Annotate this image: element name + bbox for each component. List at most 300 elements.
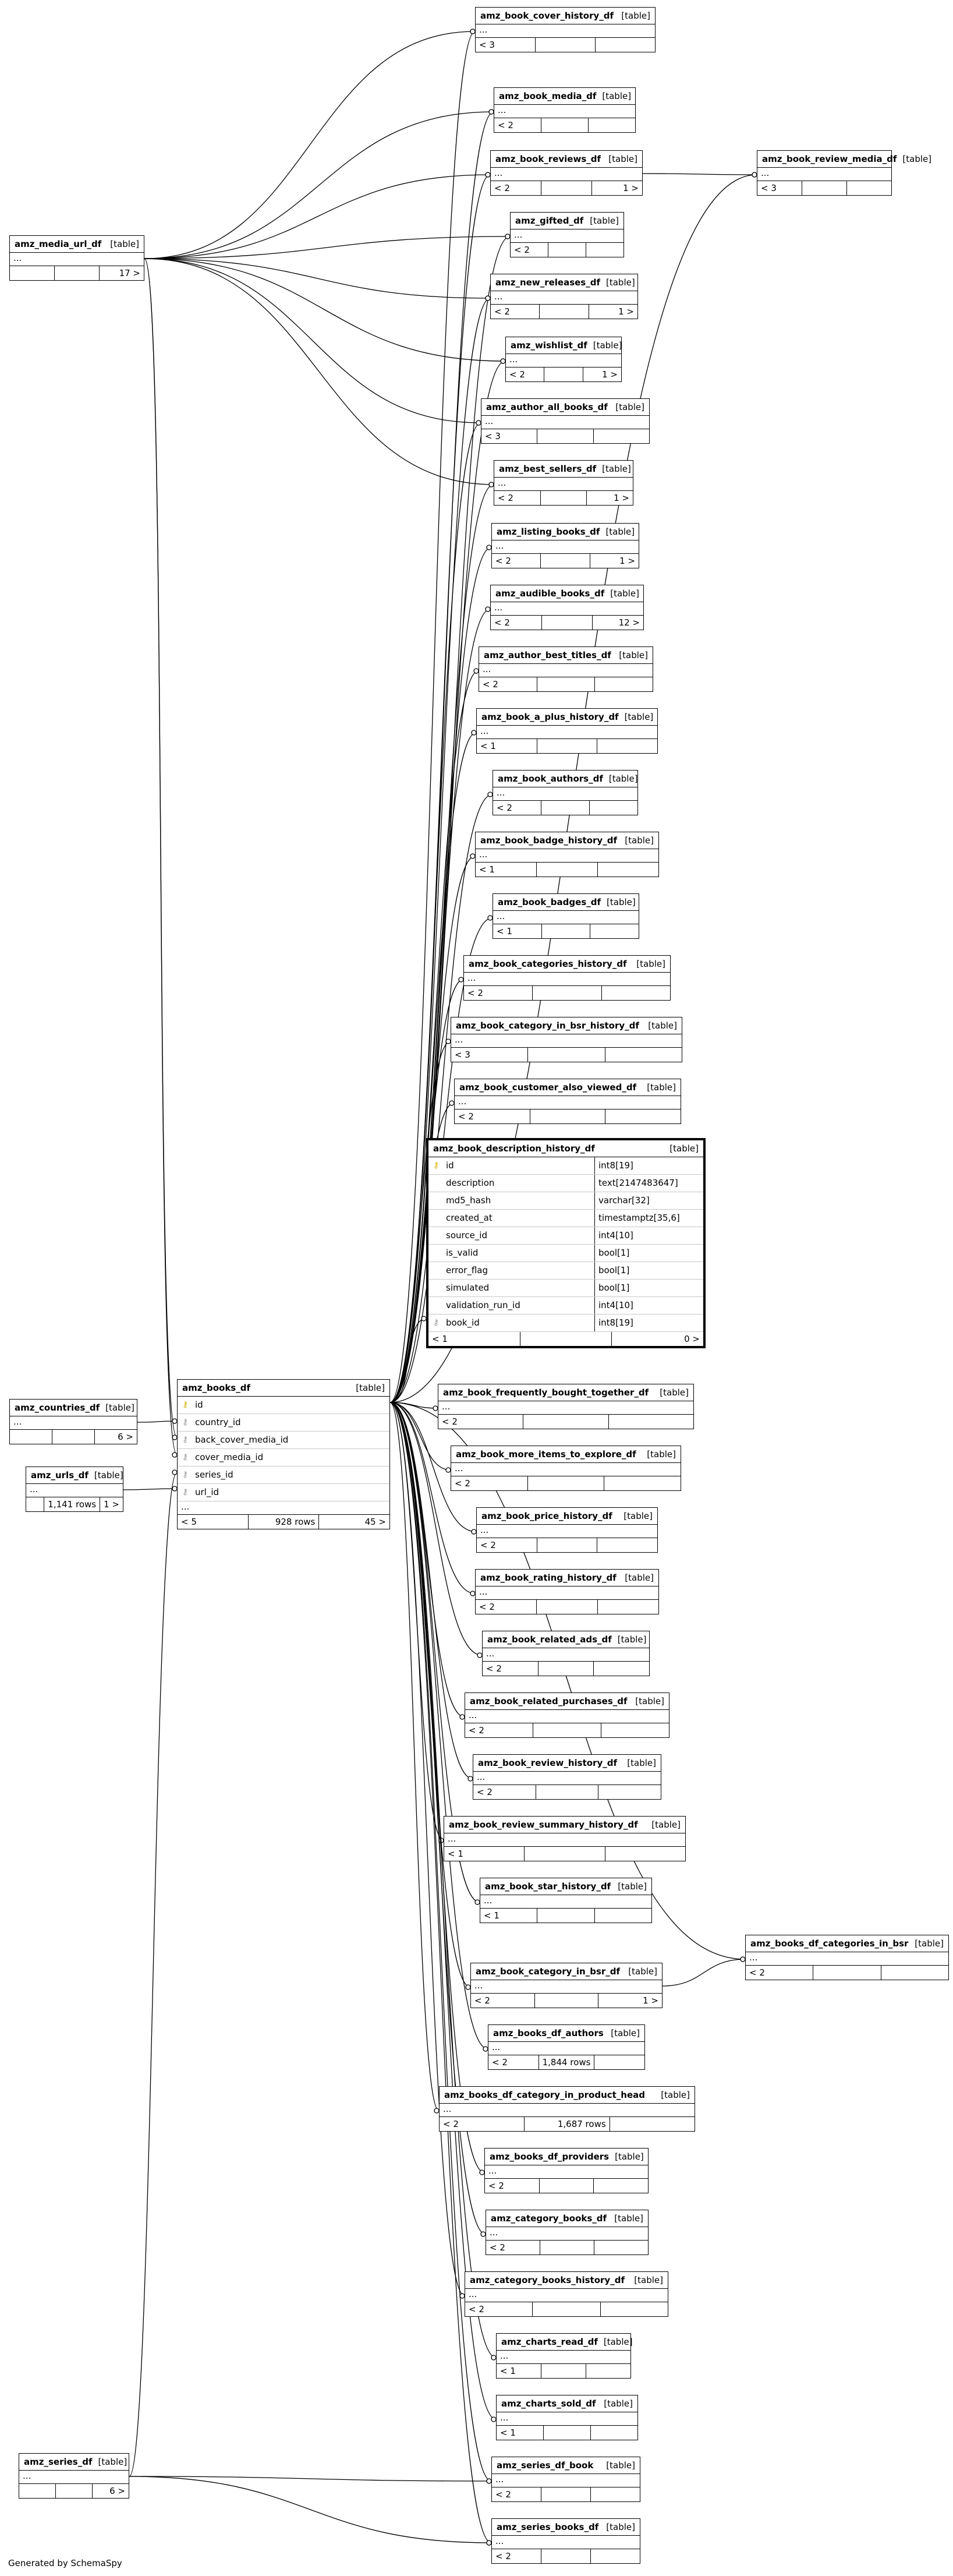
- children-link[interactable]: [591, 2426, 637, 2440]
- parents-link[interactable]: < 3: [451, 1048, 528, 1062]
- table-kind: [table]: [608, 773, 638, 784]
- table-kind: [table]: [651, 1819, 681, 1830]
- table-name[interactable]: amz_media_url_df: [15, 239, 102, 249]
- children-link[interactable]: [595, 1909, 651, 1923]
- crowfoot-end-marker: [477, 1653, 482, 1658]
- column-row[interactable]: [178, 1484, 389, 1501]
- table-amz-book-categories-history-df[interactable]: [463, 955, 671, 1001]
- columns-collapsed: ...: [440, 2104, 695, 2117]
- table-kind: [table]: [624, 712, 654, 722]
- table-name[interactable]: amz_book_media_df: [499, 91, 597, 101]
- table-amz-book-review-history-df[interactable]: [473, 1754, 661, 1800]
- table-header: [488, 2025, 644, 2042]
- table-name[interactable]: amz_audible_books_df: [495, 588, 605, 599]
- table-header: [497, 2334, 633, 2351]
- column-row[interactable]: [178, 1397, 389, 1414]
- row-count: [536, 1785, 599, 1799]
- row-count: [541, 491, 587, 505]
- parents-link[interactable]: [19, 2484, 56, 2498]
- edge-media-url-to-child: [144, 175, 490, 259]
- parents-link[interactable]: < 2: [485, 2179, 540, 2193]
- crowfoot-end-marker: [172, 1486, 177, 1491]
- table-amz-book-customer-also-viewed-df[interactable]: [454, 1079, 681, 1124]
- children-link[interactable]: [589, 118, 635, 132]
- children-link[interactable]: [594, 2055, 644, 2069]
- table-footer: [746, 1966, 948, 1980]
- parents-link[interactable]: < 2: [491, 305, 540, 319]
- columns-collapsed: ...: [455, 1096, 681, 1109]
- row-count: [530, 1109, 606, 1123]
- parents-link[interactable]: < 3: [481, 429, 537, 443]
- parents-link[interactable]: < 3: [757, 181, 802, 195]
- table-amz-book-authors-df[interactable]: [493, 770, 638, 815]
- parents-link[interactable]: < 1: [497, 2364, 541, 2378]
- table-header: [485, 2149, 648, 2165]
- crowfoot-end-marker: [460, 1715, 465, 1719]
- children-link[interactable]: 1 >: [602, 369, 618, 380]
- parents-link[interactable]: < 2: [494, 491, 541, 505]
- children-link[interactable]: [605, 1847, 685, 1861]
- crowfoot-end-marker: [501, 359, 505, 363]
- table-amz-series-df[interactable]: [19, 2453, 129, 2499]
- parents-link[interactable]: < 5: [178, 1515, 249, 1529]
- table-kind: [table]: [110, 239, 139, 249]
- parents-link[interactable]: < 2: [492, 2487, 541, 2501]
- column-name: series_id: [195, 1469, 233, 1480]
- table-kind: [table]: [98, 2457, 127, 2467]
- column-list: [428, 1157, 703, 1332]
- column-type: text[2147483647]: [594, 1175, 703, 1192]
- table-footer: [480, 1909, 651, 1923]
- table-amz-category-books-df[interactable]: [486, 2210, 649, 2255]
- parents-link[interactable]: < 2: [465, 1723, 533, 1737]
- table-amz-book-price-history-df[interactable]: [476, 1507, 658, 1553]
- column-name: id: [446, 1160, 454, 1171]
- table-name[interactable]: amz_charts_sold_df: [501, 2398, 596, 2409]
- table-amz-book-description-history-df[interactable]: [426, 1138, 706, 1348]
- table-name[interactable]: amz_books_df_categories_in_bsr: [750, 1938, 909, 1949]
- table-name[interactable]: amz_gifted_df: [515, 215, 584, 226]
- table-name[interactable]: amz_series_books_df: [497, 2522, 599, 2532]
- table-footer: [757, 181, 891, 195]
- columns-collapsed: ...: [444, 1833, 685, 1847]
- parents-link[interactable]: [26, 1497, 44, 1511]
- table-kind: [table]: [615, 2151, 644, 2162]
- crowfoot-end-marker: [472, 1529, 476, 1534]
- table-name[interactable]: amz_new_releases_df: [495, 277, 600, 288]
- column-row[interactable]: [428, 1262, 703, 1280]
- table-amz-book-cover-history-df[interactable]: [475, 7, 656, 52]
- parents-link[interactable]: < 2: [486, 2241, 540, 2255]
- table-header: [491, 151, 642, 168]
- table-kind: [table]: [603, 2337, 633, 2347]
- row-count: [537, 1538, 598, 1552]
- parents-link[interactable]: < 2: [464, 986, 533, 1000]
- table-kind: [table]: [628, 1966, 657, 1977]
- parents-link[interactable]: < 1: [480, 1909, 537, 1923]
- parents-link[interactable]: < 2: [438, 1415, 523, 1429]
- children-link[interactable]: [881, 1966, 948, 1980]
- table-header: [511, 213, 623, 229]
- parents-link[interactable]: < 2: [488, 2055, 539, 2069]
- parents-link[interactable]: < 2: [494, 118, 541, 132]
- table-amz-listing-books-df[interactable]: [491, 523, 639, 568]
- parents-link[interactable]: < 1: [497, 2426, 544, 2440]
- parents-link[interactable]: < 1: [493, 924, 542, 938]
- table-name[interactable]: amz_book_authors_df: [498, 773, 603, 784]
- table-header: [178, 1380, 389, 1397]
- table-name[interactable]: amz_book_description_history_df: [433, 1143, 595, 1154]
- table-amz-book-more-items-to-explore-df[interactable]: [451, 1446, 681, 1491]
- table-name[interactable]: amz_urls_df: [31, 1470, 88, 1480]
- row-count: [541, 554, 590, 568]
- table-name[interactable]: amz_book_frequently_bought_together_df: [443, 1387, 649, 1398]
- children-link[interactable]: 1 >: [104, 1499, 119, 1510]
- table-name[interactable]: amz_wishlist_df: [511, 340, 587, 351]
- table-kind: [table]: [605, 526, 635, 537]
- children-link[interactable]: 1 >: [618, 306, 634, 317]
- table-name[interactable]: amz_books_df_authors: [493, 2028, 604, 2038]
- table-footer: [483, 1662, 649, 1676]
- table-kind: [table]: [615, 402, 644, 412]
- children-link[interactable]: [597, 1538, 657, 1552]
- table-footer: [492, 2549, 640, 2563]
- table-name[interactable]: amz_category_books_history_df: [470, 2275, 625, 2285]
- children-link[interactable]: 1 >: [619, 556, 635, 566]
- table-footer: [491, 181, 642, 195]
- children-link[interactable]: [609, 1415, 693, 1429]
- column-row[interactable]: [428, 1157, 703, 1175]
- columns-collapsed: ...: [485, 2165, 648, 2179]
- row-count: [55, 266, 100, 280]
- table-name[interactable]: amz_book_badge_history_df: [480, 835, 617, 846]
- table-name[interactable]: amz_category_books_df: [491, 2213, 607, 2224]
- children-link[interactable]: [591, 2549, 640, 2563]
- parents-link[interactable]: [10, 266, 55, 280]
- columns-collapsed: ...: [511, 229, 623, 243]
- parents-link[interactable]: < 2: [491, 616, 542, 630]
- children-link[interactable]: [598, 863, 658, 877]
- children-link[interactable]: [605, 1048, 682, 1062]
- table-name[interactable]: amz_listing_books_df: [497, 526, 600, 537]
- columns-collapsed: ...: [178, 1501, 389, 1515]
- table-amz-book-a-plus-history-df[interactable]: [476, 708, 658, 754]
- column-row[interactable]: [428, 1227, 703, 1245]
- row-count: [537, 1909, 594, 1923]
- children-link[interactable]: 1 >: [614, 493, 630, 503]
- column-row[interactable]: [178, 1449, 389, 1467]
- table-amz-charts-read-df[interactable]: [496, 2333, 631, 2379]
- table-header: [19, 2454, 129, 2471]
- table-amz-best-sellers-df[interactable]: [494, 460, 633, 506]
- row-count: [813, 1966, 881, 1980]
- column-row[interactable]: [428, 1245, 703, 1262]
- table-amz-book-media-df[interactable]: [494, 87, 636, 133]
- table-header: [473, 1755, 661, 1772]
- table-header: [464, 956, 670, 973]
- table-amz-audible-books-df[interactable]: [490, 585, 644, 630]
- column-type: int4[10]: [594, 1227, 703, 1244]
- table-kind: [table]: [614, 2213, 643, 2224]
- table-amz-media-url-df[interactable]: [9, 235, 144, 281]
- table-kind: [table]: [636, 959, 665, 969]
- table-header: [479, 647, 653, 664]
- table-amz-books-df[interactable]: [177, 1379, 390, 1529]
- children-link[interactable]: 17 >: [119, 268, 140, 278]
- parents-link[interactable]: < 2: [492, 554, 541, 568]
- table-name[interactable]: amz_book_review_history_df: [478, 1758, 617, 1768]
- table-amz-book-star-history-df[interactable]: [480, 1878, 652, 1923]
- parents-link[interactable]: < 2: [476, 1600, 537, 1614]
- table-name[interactable]: amz_book_review_summary_history_df: [449, 1819, 638, 1830]
- table-footer: [465, 2302, 668, 2316]
- children-link[interactable]: [595, 677, 653, 691]
- columns-collapsed: ...: [497, 2351, 630, 2364]
- children-link[interactable]: 45 >: [364, 1517, 387, 1527]
- parents-link[interactable]: < 2: [479, 677, 537, 691]
- column-name: source_id: [446, 1230, 488, 1241]
- parents-link[interactable]: < 1: [477, 739, 537, 753]
- table-amz-book-reviews-df[interactable]: [490, 150, 643, 196]
- table-amz-gifted-df[interactable]: [510, 212, 624, 257]
- crowfoot-end-marker: [486, 172, 490, 177]
- children-link[interactable]: [847, 181, 891, 195]
- table-name[interactable]: amz_series_df: [24, 2457, 93, 2467]
- table-footer: [471, 1994, 662, 2008]
- table-name[interactable]: amz_best_sellers_df: [499, 464, 597, 474]
- parents-link[interactable]: < 2: [451, 1476, 528, 1490]
- crowfoot-end-marker: [470, 854, 475, 858]
- parents-link[interactable]: < 2: [746, 1966, 813, 1980]
- foreign-key-icon: ⚷: [182, 1418, 189, 1427]
- children-link[interactable]: [597, 739, 657, 753]
- column-row[interactable]: [178, 1414, 389, 1432]
- columns-collapsed: ...: [493, 787, 637, 801]
- table-kind: [table]: [647, 1082, 676, 1093]
- parents-link[interactable]: < 2: [471, 1994, 535, 2008]
- column-row[interactable]: [428, 1280, 703, 1297]
- children-link[interactable]: [590, 801, 637, 815]
- table-amz-book-category-in-bsr-history-df[interactable]: [451, 1017, 682, 1062]
- edge-series-to-series-books: [129, 2476, 491, 2543]
- children-link[interactable]: 6 >: [109, 2486, 125, 2496]
- children-link[interactable]: 1 >: [643, 1995, 659, 2006]
- table-name[interactable]: amz_author_all_books_df: [486, 402, 608, 412]
- columns-collapsed: ...: [488, 2042, 644, 2055]
- table-header: [757, 151, 932, 168]
- children-link[interactable]: [602, 986, 670, 1000]
- column-name: created_at: [446, 1213, 493, 1223]
- table-footer: [506, 368, 621, 381]
- table-footer: [492, 2487, 640, 2501]
- column-name: country_id: [195, 1417, 241, 1427]
- parents-link[interactable]: < 2: [483, 1662, 539, 1676]
- column-row[interactable]: [178, 1432, 389, 1449]
- parents-link[interactable]: < 2: [473, 1785, 536, 1799]
- table-amz-books-df-category-in-product-head[interactable]: [439, 2086, 695, 2132]
- column-name: error_flag: [446, 1265, 488, 1275]
- children-link[interactable]: [601, 1723, 669, 1737]
- table-amz-books-df-categories-in-bsr[interactable]: [745, 1935, 949, 1980]
- children-link[interactable]: [596, 38, 655, 52]
- table-amz-category-books-history-df[interactable]: [465, 2271, 668, 2317]
- table-amz-book-review-media-df[interactable]: [757, 150, 932, 196]
- row-count: [541, 2487, 591, 2501]
- crowfoot-end-marker: [475, 1900, 480, 1904]
- table-amz-wishlist-df[interactable]: [505, 337, 622, 382]
- row-count: [548, 243, 586, 257]
- table-amz-book-rating-history-df[interactable]: [475, 1569, 659, 1614]
- column-row[interactable]: [428, 1175, 703, 1192]
- table-name[interactable]: amz_book_star_history_df: [485, 1881, 611, 1892]
- table-header: [492, 524, 639, 540]
- table-header: [465, 1693, 669, 1710]
- columns-collapsed: ...: [476, 1586, 658, 1600]
- edge-bsr-to-categories: [663, 1959, 745, 1986]
- table-name[interactable]: amz_books_df_providers: [490, 2151, 610, 2162]
- table-amz-books-df-providers[interactable]: [484, 2148, 649, 2193]
- table-name[interactable]: amz_book_rating_history_df: [480, 1573, 617, 1583]
- children-link[interactable]: 0 >: [684, 1334, 700, 1344]
- table-name[interactable]: amz_book_price_history_df: [481, 1511, 612, 1521]
- table-name[interactable]: amz_books_df: [182, 1383, 250, 1393]
- column-row[interactable]: [428, 1210, 703, 1227]
- parents-link[interactable]: < 2: [493, 801, 541, 815]
- column-row[interactable]: [428, 1192, 703, 1210]
- columns-collapsed: ...: [471, 1980, 662, 1994]
- table-name[interactable]: amz_author_best_titles_df: [484, 650, 611, 660]
- children-link[interactable]: [598, 1785, 661, 1799]
- table-kind: [table]: [635, 1696, 664, 1706]
- table-name[interactable]: amz_book_related_purchases_df: [470, 1696, 628, 1706]
- parents-link[interactable]: < 2: [440, 2117, 525, 2131]
- table-kind: [table]: [602, 91, 632, 101]
- crowfoot-end-marker: [433, 1406, 438, 1411]
- parents-link[interactable]: < 1: [428, 1332, 520, 1346]
- table-header: [506, 337, 621, 354]
- children-link[interactable]: [590, 924, 639, 938]
- crowfoot-end-marker: [172, 1419, 177, 1423]
- table-amz-series-books-df[interactable]: [491, 2518, 640, 2564]
- table-name[interactable]: amz_charts_read_df: [501, 2337, 598, 2347]
- table-name[interactable]: amz_countries_df: [15, 1402, 100, 1413]
- table-name[interactable]: amz_book_categories_history_df: [469, 959, 627, 969]
- row-count: [540, 2179, 594, 2193]
- children-link[interactable]: [604, 1476, 681, 1490]
- row-count: [528, 1476, 605, 1490]
- parents-link[interactable]: < 2: [477, 1538, 537, 1552]
- children-link[interactable]: [594, 2179, 648, 2193]
- crowfoot-end-marker: [474, 669, 479, 673]
- parents-link[interactable]: < 2: [491, 181, 541, 195]
- table-name[interactable]: amz_book_category_in_bsr_df: [476, 1966, 621, 1977]
- children-link[interactable]: [598, 1600, 658, 1614]
- table-amz-author-best-titles-df[interactable]: [479, 646, 653, 692]
- table-name[interactable]: amz_book_more_items_to_explore_df: [456, 1449, 636, 1460]
- crowfoot-end-marker: [449, 1101, 454, 1105]
- table-amz-book-badges-df[interactable]: [493, 893, 639, 939]
- table-amz-charts-sold-df[interactable]: [496, 2395, 638, 2440]
- crowfoot-end-marker: [421, 1316, 426, 1321]
- children-link[interactable]: [601, 2302, 668, 2316]
- table-amz-book-category-in-bsr-df[interactable]: [470, 1963, 663, 2008]
- children-link[interactable]: [586, 243, 623, 257]
- column-row[interactable]: [178, 1467, 389, 1484]
- table-amz-countries-df[interactable]: [9, 1399, 137, 1444]
- column-name: validation_run_id: [446, 1300, 520, 1310]
- table-name[interactable]: amz_book_badges_df: [498, 897, 601, 907]
- children-link[interactable]: 12 >: [618, 617, 640, 628]
- table-name[interactable]: amz_series_df_book: [497, 2460, 594, 2471]
- parents-link[interactable]: < 2: [511, 243, 548, 257]
- table-amz-book-review-summary-history-df[interactable]: [444, 1816, 686, 1861]
- children-link[interactable]: 1 >: [623, 183, 639, 193]
- table-amz-books-df-authors[interactable]: [488, 2024, 645, 2070]
- crowfoot-end-marker: [476, 421, 481, 425]
- table-name[interactable]: amz_book_customer_also_viewed_df: [459, 1082, 637, 1093]
- table-amz-book-frequently-bought-together-df[interactable]: [438, 1384, 694, 1429]
- table-name[interactable]: amz_book_category_in_bsr_history_df: [456, 1020, 639, 1031]
- table-header: [494, 88, 635, 105]
- parents-link[interactable]: < 3: [476, 38, 536, 52]
- columns-collapsed: ...: [497, 2412, 637, 2426]
- table-name[interactable]: amz_book_related_ads_df: [487, 1634, 612, 1645]
- table-name[interactable]: amz_book_review_media_df: [762, 154, 897, 164]
- table-name[interactable]: amz_book_cover_history_df: [480, 10, 614, 21]
- table-amz-book-related-ads-df[interactable]: [482, 1631, 650, 1676]
- parents-link[interactable]: < 2: [492, 2549, 541, 2563]
- table-amz-urls-df[interactable]: [26, 1467, 123, 1512]
- children-link[interactable]: [594, 429, 649, 443]
- crowfoot-end-marker: [459, 977, 463, 982]
- row-count: [523, 1415, 608, 1429]
- table-amz-author-all-books-df[interactable]: [481, 398, 650, 444]
- children-link[interactable]: [610, 2117, 695, 2131]
- children-link[interactable]: [605, 1109, 681, 1123]
- edge-urls-to-books: [123, 1489, 177, 1490]
- columns-collapsed: ...: [465, 1710, 669, 1723]
- table-amz-book-related-purchases-df[interactable]: [465, 1692, 669, 1738]
- children-link[interactable]: 6 >: [118, 1432, 133, 1442]
- column-name: id: [195, 1400, 203, 1410]
- parents-link[interactable]: < 2: [506, 368, 544, 381]
- column-row[interactable]: [428, 1314, 703, 1332]
- children-link[interactable]: [594, 1662, 649, 1676]
- column-row[interactable]: [428, 1297, 703, 1314]
- table-amz-series-df-book[interactable]: [491, 2457, 640, 2502]
- parents-link[interactable]: < 1: [476, 863, 537, 877]
- crowfoot-end-marker: [472, 730, 476, 735]
- parents-link[interactable]: [10, 1430, 52, 1444]
- table-name[interactable]: amz_books_df_category_in_product_head: [444, 2090, 646, 2100]
- columns-collapsed: ...: [486, 2227, 648, 2241]
- table-name[interactable]: amz_book_reviews_df: [495, 154, 601, 164]
- children-link[interactable]: [594, 2241, 648, 2255]
- table-name[interactable]: amz_book_a_plus_history_df: [481, 712, 619, 722]
- parents-link[interactable]: < 1: [444, 1847, 525, 1861]
- table-footer: [455, 1109, 681, 1123]
- columns-collapsed: ...: [480, 1895, 651, 1909]
- table-amz-new-releases-df[interactable]: [490, 274, 638, 319]
- parents-link[interactable]: < 2: [455, 1109, 530, 1123]
- children-link[interactable]: [591, 2487, 640, 2501]
- primary-key-icon: ⚷: [182, 1400, 189, 1409]
- children-link[interactable]: [586, 2364, 630, 2378]
- table-amz-book-badge-history-df[interactable]: [475, 832, 659, 877]
- parents-link[interactable]: < 2: [465, 2302, 533, 2316]
- row-count: [544, 368, 583, 381]
- table-footer: [476, 38, 655, 52]
